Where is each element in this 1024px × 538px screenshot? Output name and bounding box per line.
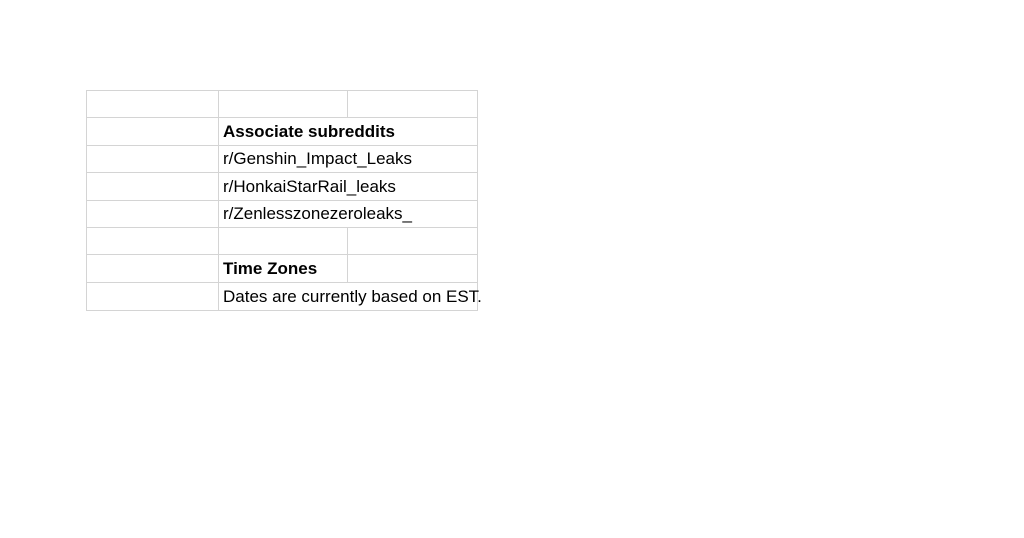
cell-text: Associate subreddits <box>223 122 395 142</box>
table-cell[interactable] <box>348 91 477 118</box>
table-cell-genshin-subreddit[interactable] <box>219 146 412 173</box>
table-cell[interactable] <box>87 228 219 255</box>
table-cell[interactable] <box>87 146 219 173</box>
table-cell[interactable] <box>219 228 348 255</box>
table-cell[interactable] <box>348 173 477 200</box>
table-cell[interactable] <box>87 255 219 282</box>
table-cell[interactable] <box>348 255 477 282</box>
table-cell-associate-subreddits[interactable] <box>219 118 395 145</box>
table-cell[interactable] <box>348 118 477 145</box>
cell-text: r/HonkaiStarRail_leaks <box>223 176 396 196</box>
table-cell-zenless-subreddit[interactable] <box>219 201 412 228</box>
table-cell[interactable] <box>87 91 219 118</box>
table-cell[interactable] <box>348 201 477 228</box>
cell-text: Time Zones <box>223 258 318 278</box>
table-cell[interactable] <box>219 91 348 118</box>
table-cell[interactable] <box>87 201 219 228</box>
table-cell-time-zones[interactable] <box>219 255 348 282</box>
table-cell[interactable] <box>348 146 477 173</box>
table-cell[interactable] <box>348 283 477 310</box>
subreddits-timezones-table <box>86 90 482 311</box>
table-cell[interactable] <box>348 228 477 255</box>
table-cell-honkai-subreddit[interactable] <box>219 173 396 200</box>
table-cell-est-note[interactable] <box>219 283 482 310</box>
cell-text: Dates are currently based on EST. <box>223 286 482 306</box>
table-cell[interactable] <box>87 118 219 145</box>
table-cell[interactable] <box>87 173 219 200</box>
cell-text: r/Genshin_Impact_Leaks <box>223 149 412 169</box>
cell-text: r/Zenlesszonezeroleaks_ <box>223 204 412 224</box>
table-cell[interactable] <box>87 283 219 310</box>
